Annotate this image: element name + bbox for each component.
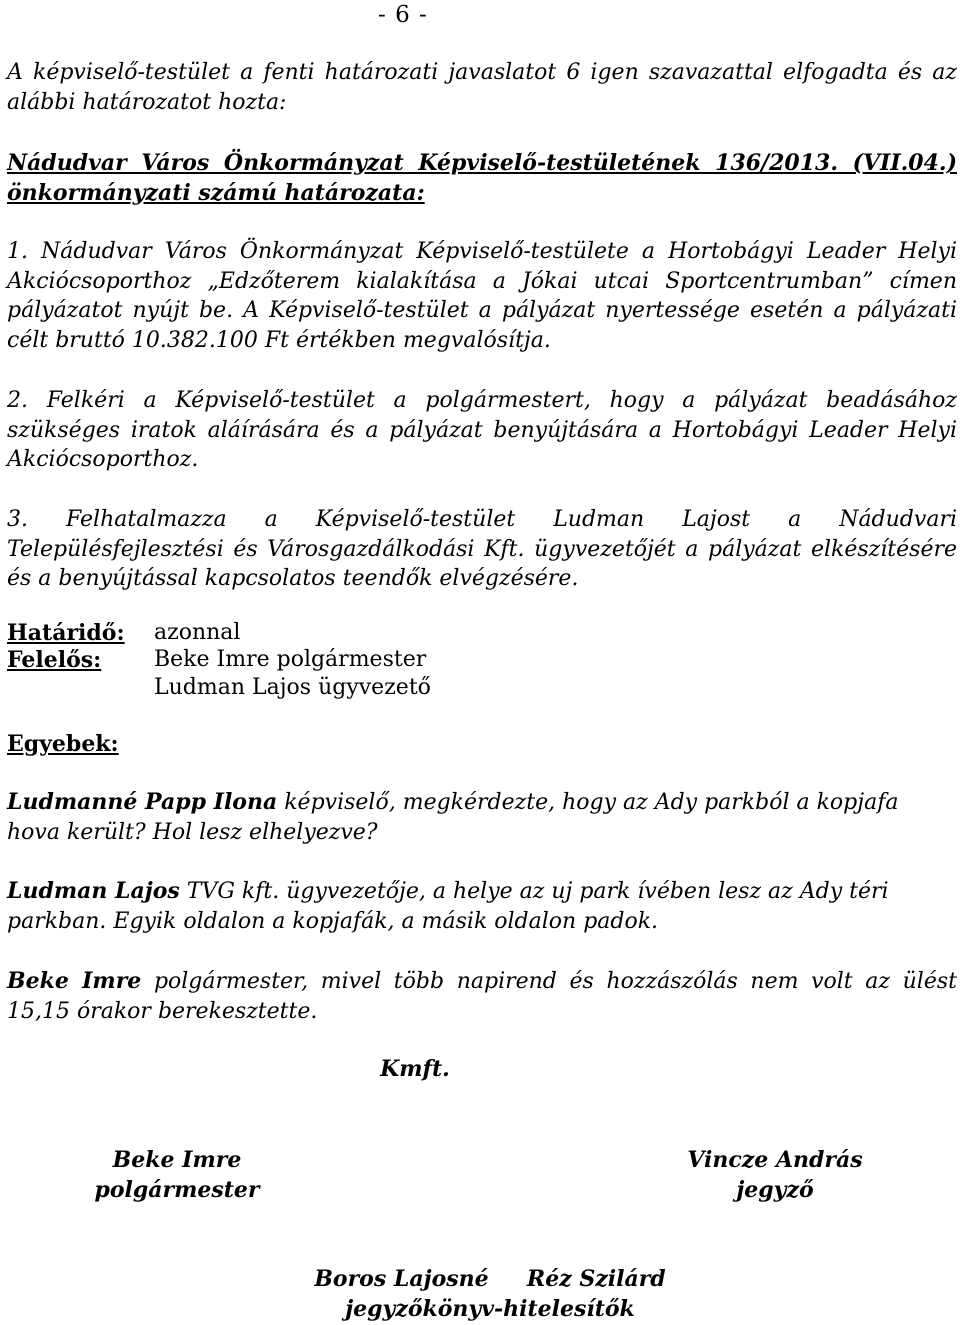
resolution-title: Nádudvar Város Önkormányzat Képviselő-testületének 136/2013. (VII.04.) önkormányzati számú határozata: [7,150,957,206]
comment-paragraph-1 [7,788,957,847]
kmft-label: Kmft. [380,1056,450,1082]
signature-bottom-title: jegyzőkönyv-hitelesítők [345,1296,635,1322]
signature-left [62,1145,292,1205]
resolution-item-2: 2. Felkéri a Képviselő-testület a polgármestert, hogy a pályázat beadásához szükséges iratok aláírására és a pályázat benyújtására a Hortobágyi Leader Helyi Akciócsoporthoz. [7,388,957,472]
other-heading: Egyebek: [7,731,119,757]
speaker-name-3: Beke Imre [7,968,142,994]
responsible-value-1: Beke Imre polgármester [154,647,427,672]
responsible-value-2: Ludman Lajos ügyvezető [154,675,431,700]
item-1-rest: A Képviselő-testület a pályázat nyertessége esetén a pályázati célt bruttó 10.382.100 Ft értékben megvalósítja. [7,298,957,353]
resolution-item-3: 3. Felhatalmazza a Képviselő-testület Ludman Lajost a Nádudvari Településfejlesztési és Városgazdálkodási Kft. ügyvezetőjét a pályázat elkészítésére és a benyújtással kapcsolatos teendők elvégzésére. [7,507,957,591]
signature-right-title: jegyző [736,1177,814,1203]
signature-right [650,1145,900,1205]
speaker-name-1: Ludmanné Papp Ilona [7,789,278,815]
signature-right-name: Vincze András [687,1147,863,1173]
intro-text: A képviselő-testület a fenti határozati javaslatot 6 igen szavazattal elfogadta és az alábbi határozatot hozta: [7,60,957,115]
page-number: - 6 - [378,2,428,28]
comment-paragraph-2 [7,877,957,936]
comment-text-3: polgármester, mivel több napirend és hozzászólás nem volt az ülést 15,15 órakor berekesztette. [7,969,957,1024]
comment-text-2: TVG kft. ügyvezetője, a helye az uj park ívében lesz az Ady téri parkban. Egyik oldalon a kopjafák, a másik oldalon padok. [7,879,889,934]
signature-bottom [270,1264,710,1324]
comment-paragraph-3 [7,967,957,1026]
signature-left-name: Beke Imre [112,1147,242,1173]
deadline-label: Határidő: [7,620,125,646]
item-1-lead: 1. Nádudvar Város Önkormányzat Képviselő-testülete a Hortobágyi Leader Helyi Akciócsoporthoz „Edzőterem kialakítása a Jókai utcai Sportcentrumban” címen pályázatot nyújt be. [7,239,957,323]
resolution-item-1 [7,237,957,355]
responsible-label: Felelős: [7,647,102,673]
speaker-name-2: Ludman Lajos [7,878,180,904]
deadline-value: azonnal [154,620,241,645]
signature-left-title: polgármester [94,1177,260,1203]
signature-bottom-names: Boros Lajosné Réz Szilárd [314,1266,666,1292]
comment-text-1: képviselő, megkérdezte, hogy az Ady parkból a kopjafa hova került? Hol lesz elhelyezve? [7,790,899,845]
